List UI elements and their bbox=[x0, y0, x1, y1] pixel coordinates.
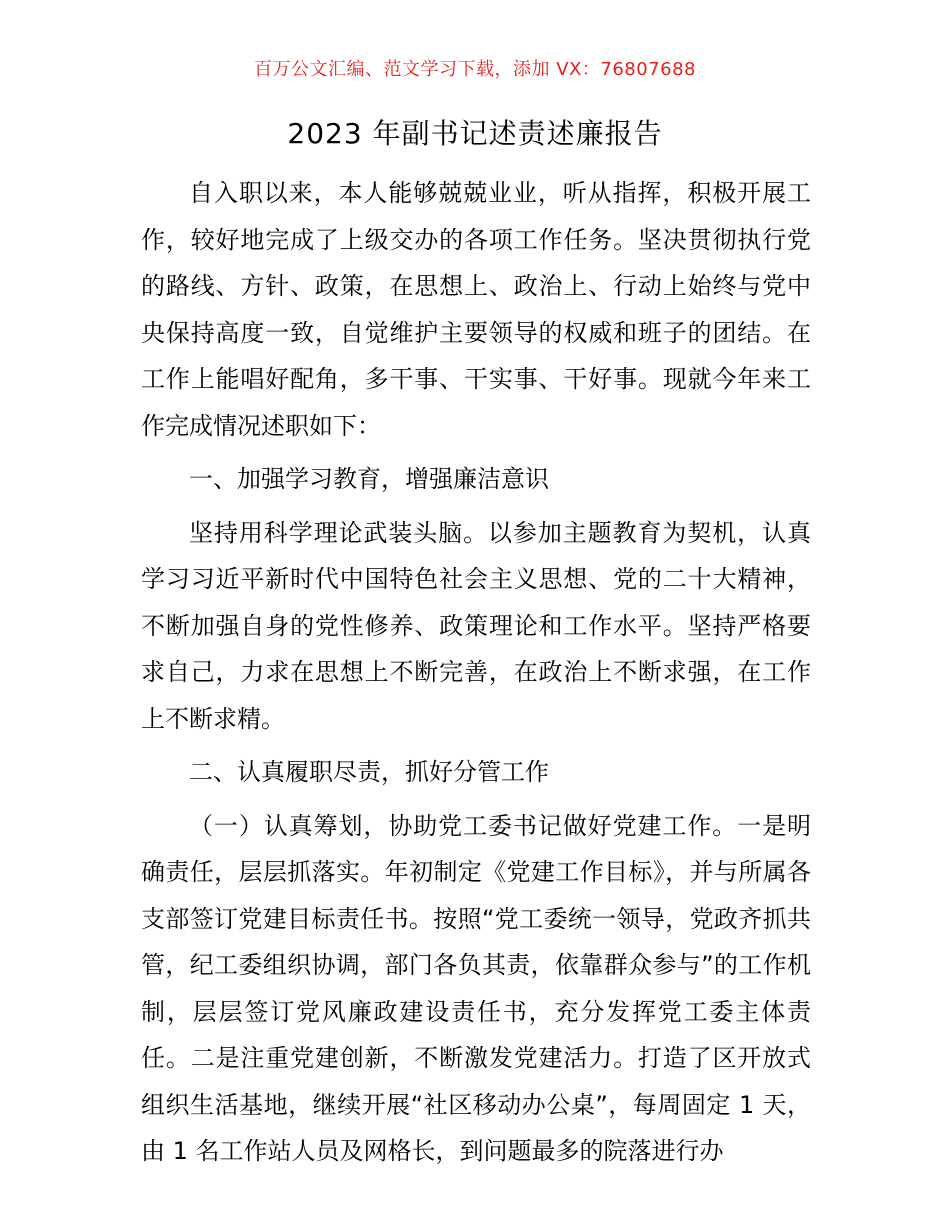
paragraph-party-building: （一）认真筹划，协助党工委书记做好党建工作。一是明确责任，层层抓落实。年初制定《党建工作目标》，并与所属各支部签订党建目标责任书。按照“党工委统一领导，党政齐抓共管，纪工委组织协调，部门各负其责，依靠群众参与”的工作机制，层层签订党风廉政建设责任书，充分发挥党工委主体责任。二是注重党建创新，不断激发党建活力。打造了区开放式组织生活基地，继续开展“社区移动办公桌”，每周固定 1 天，由 1 名工作站人员及网格长，到问题最多的院落进行办 bbox=[141, 811, 811, 1165]
page-title: 2023 年副书记述责述廉报告 bbox=[287, 117, 663, 150]
section-heading-1: 一、加强学习教育，增强廉洁意识 bbox=[189, 465, 549, 493]
header-note: 百万公文汇编、范文学习下载，添加 VX：76807688 bbox=[254, 59, 696, 80]
section-heading-2: 二、认真履职尽责，抓好分管工作 bbox=[189, 758, 549, 786]
paragraph-intro: 自入职以来，本人能够兢兢业业，听从指挥，积极开展工作，较好地完成了上级交办的各项工作任务。坚决贯彻执行党的路线、方针、政策，在思想上、政治上、行动上始终与党中央保持高度一致，自觉维护主要领导的权威和班子的团结。在工作上能唱好配角，多干事、干实事、干好事。现就今年来工作完成情况述职如下： bbox=[141, 179, 811, 440]
document-body bbox=[141, 170, 811, 1175]
paragraph-study: 坚持用科学理论武装头脑。以参加主题教育为契机，认真学习习近平新时代中国特色社会主义思想、党的二十大精神，不断加强自身的党性修养、政策理论和工作水平。坚持严格要求自己，力求在思想上不断完善，在政治上不断求强，在工作上不断求精。 bbox=[141, 518, 811, 733]
